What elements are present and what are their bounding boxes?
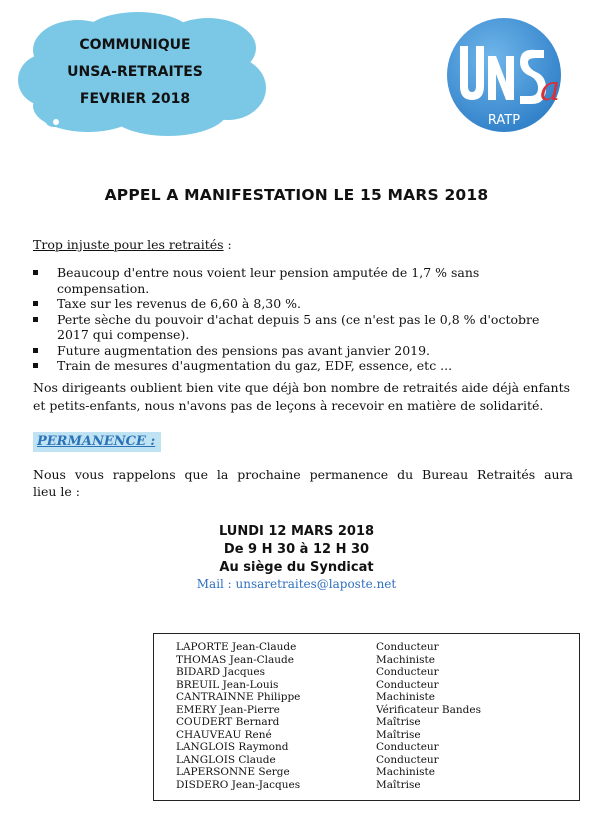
staff-role: Maîtrise — [376, 778, 421, 791]
list-item: Taxe sur les revenus de 6,60 à 8,30 %. — [33, 296, 573, 312]
contact-mail[interactable]: Mail : unsaretraites@laposte.net — [196, 577, 397, 591]
permanence-label: PERMANENCE : — [33, 432, 161, 452]
staff-role: Conducteur — [376, 753, 439, 766]
list-item: Train de mesures d'augmentation du gaz, EDF, essence, etc ... — [33, 358, 573, 374]
communique-line-3: FEVRIER 2018 — [79, 91, 191, 107]
intro-heading-text: Trop injuste pour les retraités — [33, 237, 224, 252]
permanence-text-line-1: Nous vous rappelons que la prochaine permanence du Bureau Retraités aura — [33, 467, 573, 482]
staff-role: Machiniste — [376, 766, 435, 778]
staff-role: Machiniste — [376, 653, 435, 666]
list-item: Beaucoup d'entre nous voient leur pension amputée de 1,7 % sans compensation. — [33, 265, 573, 296]
grievance-list — [33, 265, 573, 374]
staff-role: Vérificateur Bandes — [376, 703, 481, 716]
staff-name: LAPORTE Jean-Claude — [176, 641, 297, 653]
svg-text:a: a — [540, 69, 561, 109]
staff-role: Conducteur — [376, 641, 439, 653]
communique-line-1: COMMUNIQUE — [79, 37, 191, 53]
staff-role: Conducteur — [376, 666, 439, 678]
unsa-ratp-logo — [440, 16, 568, 134]
staff-name: THOMAS Jean-Claude — [176, 653, 294, 666]
list-item: Future augmentation des pensions pas avant janvier 2019. — [33, 343, 573, 359]
page-title: APPEL A MANIFESTATION LE 15 MARS 2018 — [104, 186, 489, 204]
staff-name: LANGLOIS Raymond — [176, 741, 289, 753]
staff-name: LAPERSONNE Serge — [176, 766, 290, 778]
communique-title — [55, 32, 215, 113]
staff-role: Conducteur — [376, 741, 439, 753]
permanence-text — [33, 466, 573, 500]
solidarity-paragraph: Nos dirigeants oublient bien vite que déjà bon nombre de retraités aide déjà enfants et petits-enfants, nous n'avons pas de leçons à recevoir en matière de solidarité. — [33, 380, 571, 413]
permanence-place: Au siège du Syndicat — [219, 560, 374, 575]
staff-name: COUDERT Bernard — [176, 716, 280, 728]
permanence-hours: De 9 H 30 à 12 H 30 — [223, 542, 370, 557]
intro-heading — [33, 237, 232, 252]
staff-name: CANTRAINNE Philippe — [176, 691, 301, 703]
staff-name: DISDERO Jean-Jacques — [176, 778, 301, 791]
logo-ratp-text: RATP — [487, 113, 521, 128]
communique-line-2: UNSA-RETRAITES — [67, 64, 203, 80]
staff-name: EMERY Jean-Pierre — [176, 703, 280, 716]
staff-name: LANGLOIS Claude — [176, 753, 276, 766]
staff-role: Maîtrise — [376, 716, 421, 728]
staff-list — [153, 633, 580, 801]
staff-role: Machiniste — [376, 691, 435, 703]
staff-role: Conducteur — [376, 678, 439, 691]
staff-role: Maîtrise — [376, 728, 421, 741]
staff-name: BREUIL Jean-Louis — [176, 678, 279, 691]
permanence-date: LUNDI 12 MARS 2018 — [218, 524, 375, 539]
list-item: Perte sèche du pouvoir d'achat depuis 5 ans (ce n'est pas le 0,8 % d'octobre 2017 qui compense). — [33, 312, 573, 343]
permanence-text-line-2: lieu le : — [33, 484, 80, 499]
staff-name: BIDARD Jacques — [176, 666, 265, 678]
staff-name: CHAUVEAU René — [176, 728, 272, 741]
intro-heading-suffix: : — [223, 237, 232, 252]
